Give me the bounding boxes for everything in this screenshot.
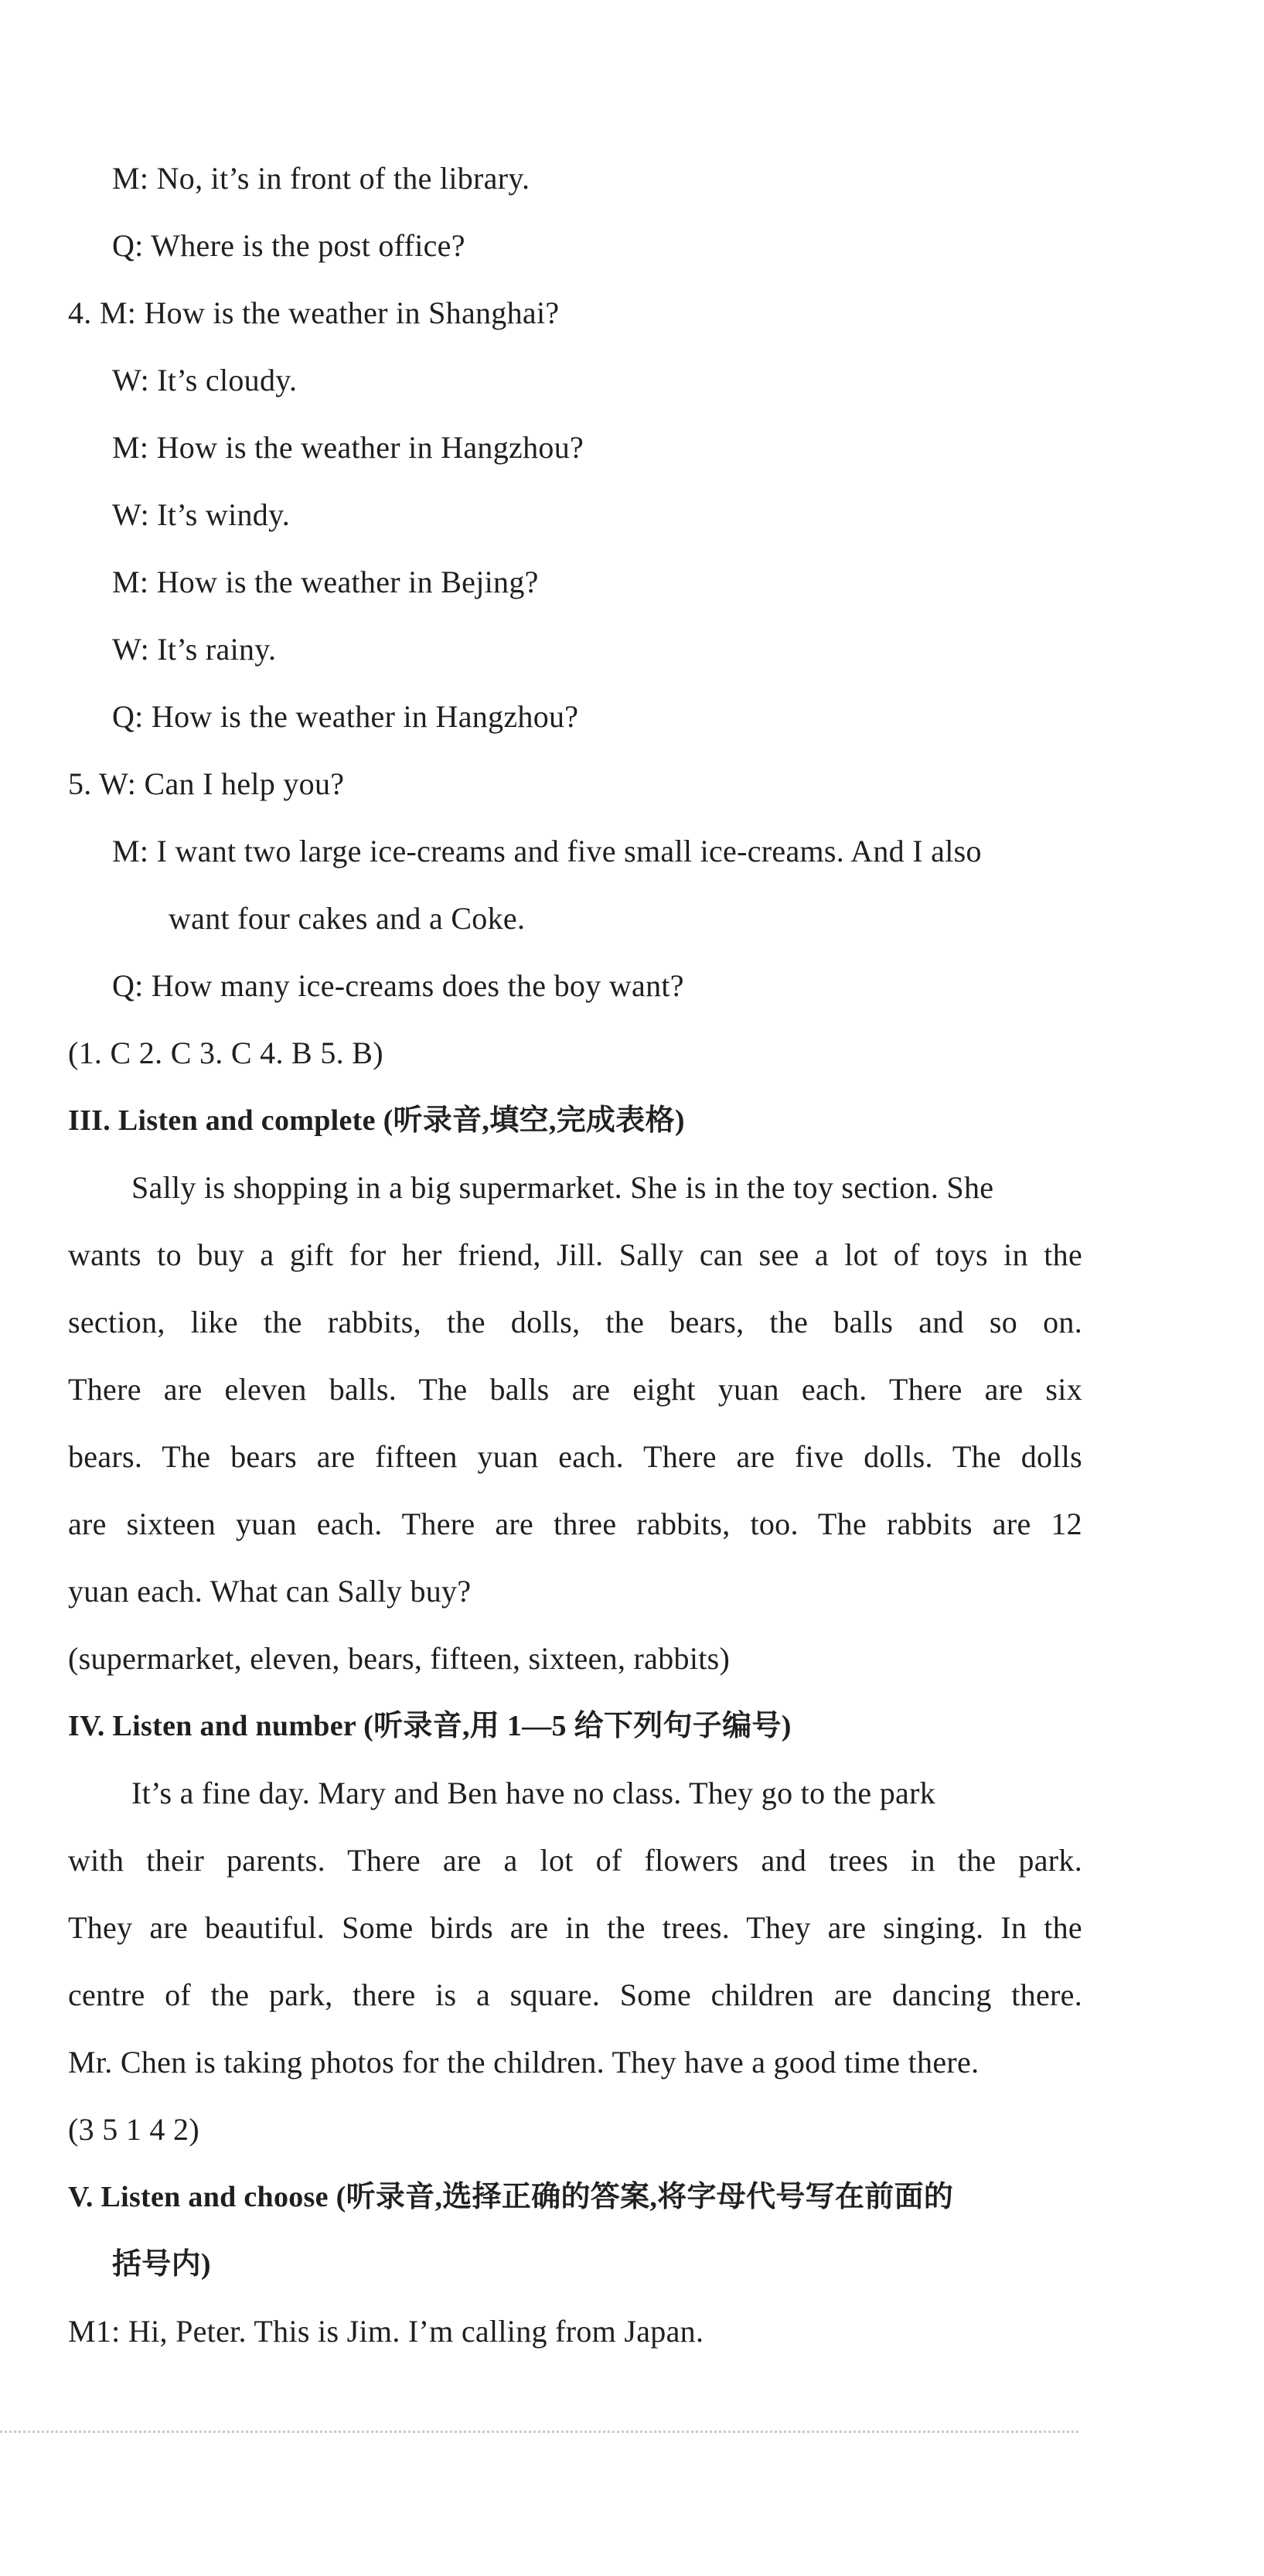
dialogue-line: M: How is the weather in Hangzhou? xyxy=(112,430,584,465)
dialogue-line: M: No, it’s in front of the library. xyxy=(112,161,530,196)
dialogue-line: W: It’s cloudy. xyxy=(112,363,298,397)
dialogue-line: 5. W: Can I help you? xyxy=(68,766,345,801)
dialogue-line: want four cakes and a Coke. xyxy=(169,901,526,936)
dialogue-line: M1: Hi, Peter. This is Jim. I’m calling from Japan. xyxy=(68,2314,704,2349)
paragraph-line: It’s a fine day. Mary and Ben have no class. They go to the park xyxy=(131,1776,936,1810)
paragraph-line: are sixteen yuan each. There are three rabbits, too. The rabbits are 12 xyxy=(68,1506,1082,1541)
paragraph-line: with their parents. There are a lot of flowers and trees in the park. xyxy=(68,1843,1082,1878)
dialogue-line: M: I want two large ice-creams and five small ice-creams. And I also xyxy=(112,834,982,868)
page-bottom-rule xyxy=(0,2431,1078,2433)
section-heading-continued: 括号内) xyxy=(112,2248,211,2281)
section-heading: III. Listen and complete (听录音,填空,完成表格) xyxy=(68,1104,685,1137)
paragraph-line: bears. The bears are fifteen yuan each. There are five dolls. The dolls xyxy=(68,1439,1082,1474)
paragraph-line: There are eleven balls. The balls are eight yuan each. There are six xyxy=(68,1372,1082,1407)
dialogue-line: M: How is the weather in Bejing? xyxy=(112,565,539,599)
dialogue-line: Q: Where is the post office? xyxy=(112,228,465,263)
paragraph-line: Sally is shopping in a big supermarket. She is in the toy section. She xyxy=(131,1170,994,1205)
answer-key: (supermarket, eleven, bears, fifteen, sixteen, rabbits) xyxy=(68,1641,731,1676)
paragraph-line: centre of the park, there is a square. Some children are dancing there. xyxy=(68,1977,1082,2012)
paragraph-line: section, like the rabbits, the dolls, the bears, the balls and so on. xyxy=(68,1305,1082,1339)
paragraph-line: yuan each. What can Sally buy? xyxy=(68,1574,472,1609)
dialogue-line: W: It’s rainy. xyxy=(112,632,277,667)
dialogue-line: Q: How is the weather in Hangzhou? xyxy=(112,699,579,734)
answer-key: (1. C 2. C 3. C 4. B 5. B) xyxy=(68,1036,383,1070)
paragraph-line: Mr. Chen is taking photos for the children. They have a good time there. xyxy=(68,2045,980,2080)
paragraph-line: They are beautiful. Some birds are in the trees. They are singing. In the xyxy=(68,1910,1082,1945)
dialogue-line: 4. M: How is the weather in Shanghai? xyxy=(68,295,560,330)
paragraph-line: wants to buy a gift for her friend, Jill. Sally can see a lot of toys in the xyxy=(68,1237,1082,1272)
answer-key: (3 5 1 4 2) xyxy=(68,2112,199,2147)
section-heading: IV. Listen and number (听录音,用 1—5 给下列句子编号) xyxy=(68,1710,792,1742)
dialogue-line: W: It’s windy. xyxy=(112,497,291,532)
section-heading: V. Listen and choose (听录音,选择正确的答案,将字母代号写在前面的 xyxy=(68,2181,954,2213)
dialogue-line: Q: How many ice-creams does the boy want? xyxy=(112,968,684,1003)
